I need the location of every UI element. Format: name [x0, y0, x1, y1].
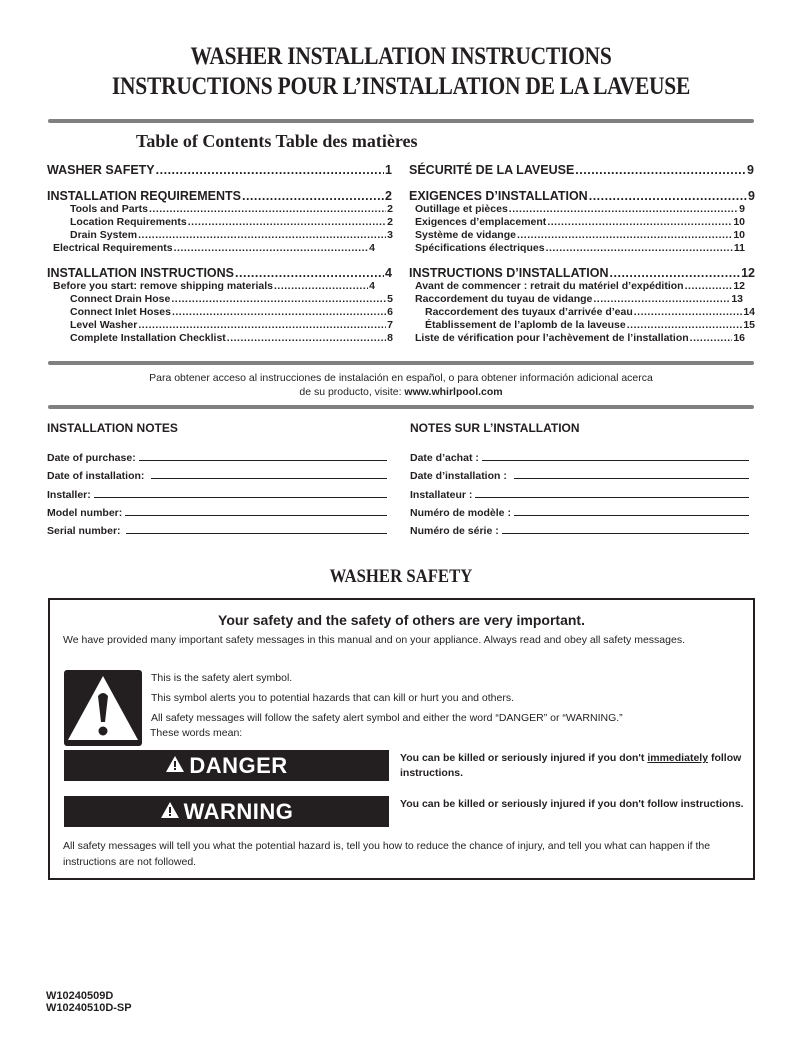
toc-page: 10: [733, 216, 745, 228]
alert-line-3: All safety messages will follow the safety alert symbol and either the word “DANGER” or “WARNING.”: [151, 712, 623, 724]
toc-page: 2: [387, 216, 393, 228]
toc-label: Raccordement du tuyau de vidange: [415, 293, 593, 305]
toc-item[interactable]: [70, 293, 393, 306]
spanish-note-line1: Para obtener acceso al instrucciones de instalación en español, o para obtener información adicional acerca: [149, 372, 653, 384]
toc-page: 5: [387, 293, 393, 305]
toc-label: Location Requirements: [70, 216, 187, 228]
toc-item[interactable]: [409, 189, 755, 204]
safety-footer-text: All safety messages will tell you what the potential hazard is, tell you how to reduce the chance of injury, and tell you what can happen if the instructions are not followed.: [63, 840, 711, 868]
toc-page: 15: [743, 319, 755, 331]
blank-line[interactable]: [126, 524, 387, 534]
toc-page: 12: [741, 266, 755, 280]
toc-label: Outillage et pièces: [415, 203, 508, 215]
toc-page: 4: [369, 280, 375, 292]
toc-label: INSTRUCTIONS D’INSTALLATION: [409, 266, 609, 280]
toc-page: 11: [733, 242, 745, 254]
toc-page: 1: [385, 163, 392, 177]
blank-line[interactable]: [94, 488, 387, 498]
toc-item[interactable]: [47, 266, 392, 281]
toc-label: Avant de commencer : retrait du matériel d’expédition: [415, 280, 684, 292]
toc-page: 2: [385, 189, 392, 203]
toc-item[interactable]: [70, 319, 393, 332]
warning-description: You can be killed or seriously injured if you don't follow instructions.: [400, 798, 744, 810]
toc-label: Electrical Requirements: [53, 242, 173, 254]
toc-item[interactable]: [415, 242, 745, 255]
alert-line-1: This is the safety alert symbol.: [151, 672, 293, 684]
toc-label: Spécifications électriques: [415, 242, 545, 254]
toc-item[interactable]: [415, 280, 745, 293]
title-english: WASHER INSTALLATION INSTRUCTIONS: [190, 43, 612, 70]
divider: [48, 361, 754, 365]
toc-page: 10: [733, 229, 745, 241]
toc-label: Connect Drain Hose: [70, 293, 171, 305]
danger-label: DANGER: [189, 752, 288, 778]
note-field-date-of-installation[interactable]: Date of installation:: [47, 469, 387, 482]
document-code: W10240509D: [46, 990, 114, 1002]
danger-signal-bar: [64, 750, 389, 781]
blank-line[interactable]: [139, 451, 387, 461]
toc-label: Exigences d’emplacement: [415, 216, 547, 228]
toc-item[interactable]: [47, 163, 392, 178]
whirlpool-link[interactable]: www.whirlpool.com: [404, 386, 503, 398]
toc-item[interactable]: [70, 216, 393, 229]
toc-label: Drain System: [70, 229, 138, 241]
toc-item[interactable]: [47, 189, 392, 204]
toc-page: 9: [748, 189, 755, 203]
toc-page: 4: [369, 242, 375, 254]
note-field-date-of-purchase[interactable]: Date of purchase:: [47, 451, 387, 464]
toc-item[interactable]: [409, 163, 754, 178]
blank-line[interactable]: [151, 469, 387, 479]
toc-item[interactable]: [70, 229, 393, 242]
note-field-model-number[interactable]: Model number:: [47, 506, 387, 519]
alert-line-2: This symbol alerts you to potential hazards that can kill or hurt you and others.: [151, 692, 515, 704]
blank-line[interactable]: [475, 488, 749, 498]
toc-label: SÉCURITÉ DE LA LAVEUSE: [409, 163, 575, 177]
note-field-date-installation[interactable]: Date d’installation :: [410, 469, 749, 482]
toc-page: 12: [733, 280, 745, 292]
warning-triangle-icon: [64, 670, 142, 746]
toc-item[interactable]: [53, 280, 375, 293]
danger-description: You can be killed or seriously injured if you don't immediately follow instructions.: [400, 752, 742, 779]
safety-intro: We have provided many important safety messages in this manual and on your appliance. Always read and obey all safety messages.: [63, 634, 685, 646]
toc-item[interactable]: [415, 203, 745, 216]
toc-item[interactable]: [425, 319, 755, 332]
blank-line[interactable]: [514, 469, 749, 479]
toc-page: 3: [387, 229, 393, 241]
note-field-date-achat[interactable]: Date d’achat :: [410, 451, 749, 464]
washer-safety-title: WASHER SAFETY: [329, 566, 473, 587]
note-field-installer[interactable]: Installer:: [47, 488, 387, 501]
toc-page: 14: [743, 306, 755, 318]
toc-page: 7: [387, 319, 393, 331]
toc-item[interactable]: [70, 306, 393, 319]
safety-box: [48, 598, 755, 880]
toc-label: Système de vidange: [415, 229, 516, 241]
toc-label: Tools and Parts: [70, 203, 148, 215]
document-code: W10240510D-SP: [46, 1002, 132, 1014]
warning-triangle-icon: [165, 753, 185, 779]
toc-label: Liste de vérification pour l’achèvement de l’installation: [415, 332, 689, 344]
toc-label: Raccordement des tuyaux d’arrivée d’eau: [425, 306, 633, 318]
toc-heading: Table of Contents Table des matières: [136, 131, 418, 151]
toc-item[interactable]: [415, 332, 745, 345]
toc-label: Complete Installation Checklist: [70, 332, 226, 344]
toc-label: INSTALLATION REQUIREMENTS: [47, 189, 241, 203]
note-field-serial-number[interactable]: Serial number:: [47, 524, 387, 537]
divider: [48, 405, 754, 409]
blank-line[interactable]: [502, 524, 749, 534]
toc-item[interactable]: [415, 229, 745, 242]
blank-line[interactable]: [514, 506, 749, 516]
divider: [48, 119, 754, 123]
toc-item[interactable]: [53, 242, 375, 255]
toc-item[interactable]: [409, 266, 755, 281]
installation-notes-title: INSTALLATION NOTES: [47, 421, 178, 435]
warning-label: WARNING: [183, 798, 294, 824]
toc-page: 2: [387, 203, 393, 215]
warning-triangle-icon: [160, 799, 180, 825]
toc-page: 13: [731, 293, 743, 305]
toc-item[interactable]: [415, 293, 743, 306]
document-codes: [46, 990, 132, 1014]
toc-page: 4: [385, 266, 392, 280]
toc-label: Before you start: remove shipping materials: [53, 280, 273, 292]
note-field-installateur[interactable]: Installateur :: [410, 488, 749, 501]
toc-label: WASHER SAFETY: [47, 163, 155, 177]
title-french: INSTRUCTIONS POUR L’INSTALLATION DE LA LAVEUSE: [111, 73, 691, 100]
spanish-note: [0, 371, 802, 399]
toc-page: 6: [387, 306, 393, 318]
alert-line-4: These words mean:: [150, 727, 243, 739]
note-field-numero-serie[interactable]: Numéro de série :: [410, 524, 749, 537]
safety-headline: Your safety and the safety of others are very important.: [218, 612, 585, 628]
toc-label: INSTALLATION INSTRUCTIONS: [47, 266, 235, 280]
toc-item[interactable]: [70, 203, 393, 216]
blank-line[interactable]: [125, 506, 387, 516]
toc-page: 9: [747, 163, 754, 177]
note-field-numero-modele[interactable]: Numéro de modèle :: [410, 506, 749, 519]
toc-item[interactable]: [70, 332, 393, 345]
notes-sur-installation-title: NOTES SUR L’INSTALLATION: [410, 421, 580, 435]
warning-signal-bar: [64, 796, 389, 827]
toc-label: Level Washer: [70, 319, 138, 331]
toc-label: Connect Inlet Hoses: [70, 306, 171, 318]
toc-label: Établissement de l’aplomb de la laveuse: [425, 319, 626, 331]
blank-line[interactable]: [482, 451, 749, 461]
toc-page: 16: [733, 332, 745, 344]
spanish-note-line2: de su producto, visite:: [299, 386, 405, 398]
toc-item[interactable]: [415, 216, 745, 229]
toc-item[interactable]: [425, 306, 755, 319]
toc-label: EXIGENCES D’INSTALLATION: [409, 189, 588, 203]
toc-page: 8: [387, 332, 393, 344]
toc-page: 9: [739, 203, 745, 215]
